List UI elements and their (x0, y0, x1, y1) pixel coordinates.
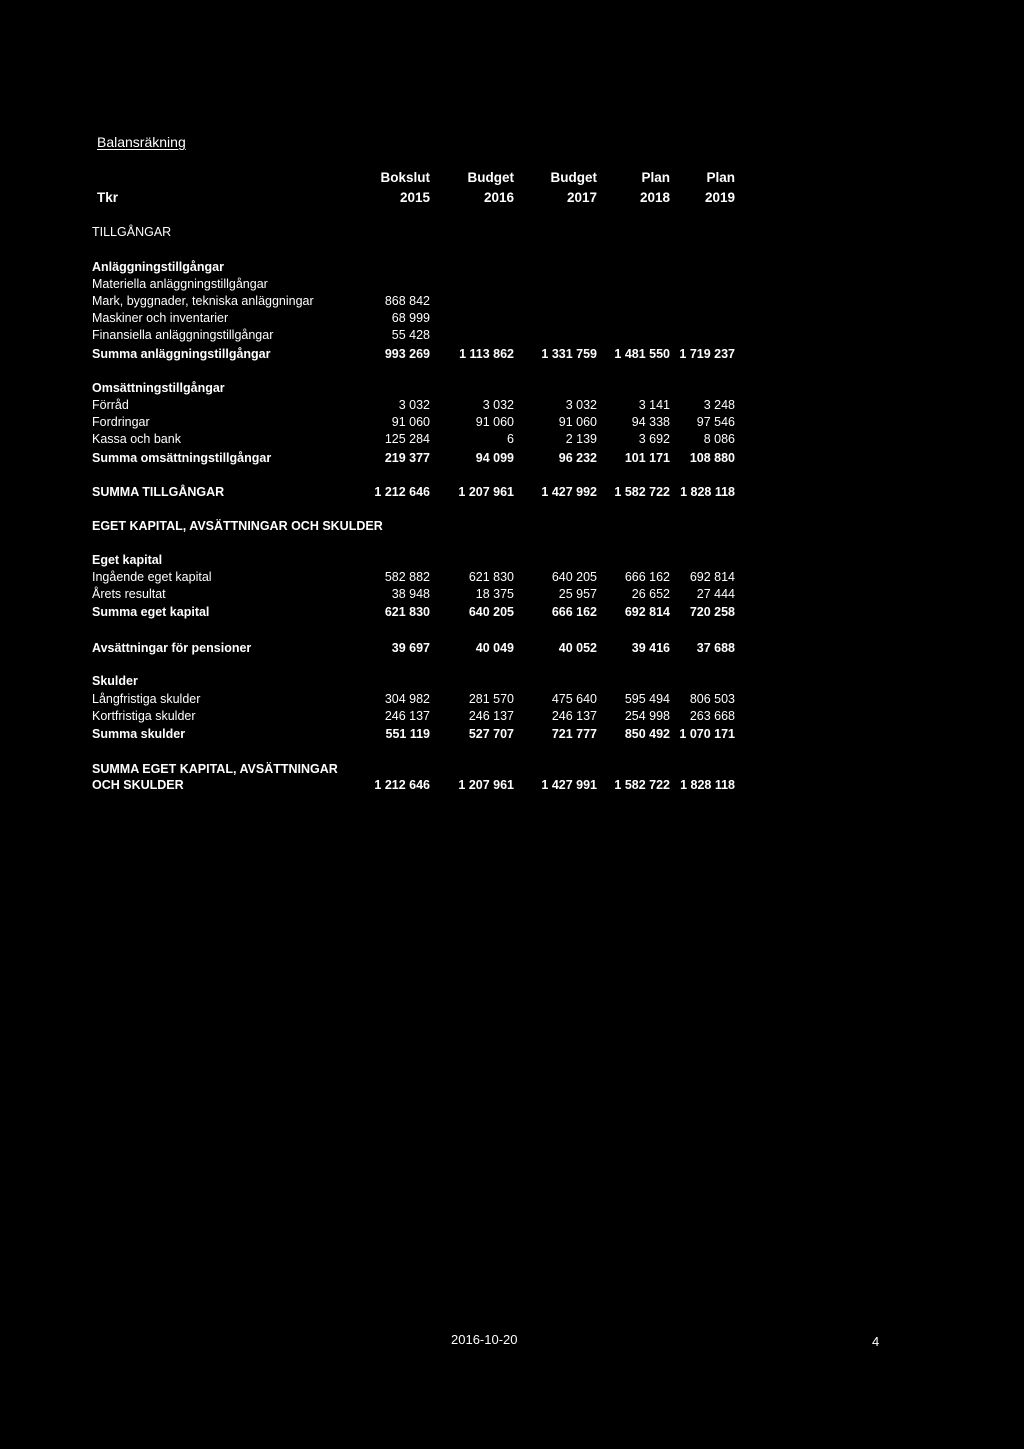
table-row (0, 414, 1024, 431)
table-row (0, 397, 1024, 414)
row-value-0: 38 948 (391, 587, 430, 601)
col-type-3: Plan (641, 170, 670, 185)
row-value-1: 94 099 (475, 451, 514, 465)
row-value-1: 1 113 862 (459, 347, 514, 361)
table-row (0, 276, 1024, 293)
row-value-1: 281 570 (468, 692, 514, 706)
row-label: Anläggningstillgångar (92, 260, 224, 274)
row-value-3: 666 162 (624, 570, 670, 584)
row-value-1: 1 207 961 (458, 778, 514, 792)
row-value-1: 40 049 (475, 641, 514, 655)
row-value-0: 1 212 646 (374, 485, 430, 499)
row-value-0: 1 212 646 (374, 778, 430, 792)
row-value-3: 94 338 (631, 415, 670, 429)
row-value-2: 721 777 (551, 727, 597, 741)
row-value-2: 1 427 992 (541, 485, 597, 499)
row-label: Förråd (92, 398, 129, 412)
row-label: Mark, byggnader, tekniska anläggningar (92, 294, 314, 308)
row-value-0: 582 882 (384, 570, 430, 584)
row-value-1: 6 (507, 432, 514, 446)
table-row (0, 586, 1024, 603)
row-label: Årets resultat (92, 587, 166, 601)
row-label: OCH SKULDER (92, 778, 184, 792)
table-header (0, 170, 1024, 210)
row-value-3: 39 416 (631, 641, 670, 655)
row-label: Summa anläggningstillgångar (92, 347, 271, 361)
row-value-0: 68 999 (391, 311, 430, 325)
row-value-3: 595 494 (624, 692, 670, 706)
page-number: 4 (872, 1334, 880, 1349)
row-value-1: 18 375 (475, 587, 514, 601)
row-label: Ingående eget kapital (92, 570, 212, 584)
table-row (0, 761, 1024, 778)
row-value-4: 1 828 118 (680, 778, 735, 792)
row-label: SUMMA TILLGÅNGAR (92, 485, 225, 499)
table-row (0, 640, 1024, 657)
table-row (0, 604, 1024, 621)
table-row (0, 518, 1024, 535)
row-value-0: 993 269 (384, 347, 430, 361)
row-label: Långfristiga skulder (92, 692, 201, 706)
row-label: Omsättningstillgångar (92, 381, 225, 395)
row-label: Maskiner och inventarier (92, 311, 229, 325)
row-value-2: 2 139 (565, 432, 597, 446)
row-value-3: 1 582 722 (614, 778, 670, 792)
row-label: Kassa och bank (92, 432, 181, 446)
row-value-3: 3 692 (638, 432, 670, 446)
row-label: TILLGÅNGAR (92, 225, 172, 239)
col-type-0: Bokslut (380, 170, 430, 185)
row-value-2: 666 162 (551, 605, 597, 619)
row-value-3: 1 582 722 (614, 485, 670, 499)
table-row (0, 327, 1024, 344)
table-row (0, 484, 1024, 501)
col-type-2: Budget (550, 170, 597, 185)
table-row (0, 346, 1024, 363)
page-title: Balansräkning (97, 134, 186, 150)
col-year-4: 2019 (704, 190, 735, 205)
table-row (0, 708, 1024, 725)
table-row (0, 726, 1024, 743)
row-value-0: 621 830 (384, 605, 430, 619)
unit-label: Tkr (97, 190, 119, 205)
row-value-1: 3 032 (482, 398, 514, 412)
row-value-2: 1 331 759 (541, 347, 597, 361)
table-row (0, 224, 1024, 241)
row-value-4: 37 688 (696, 641, 735, 655)
row-value-4: 97 546 (696, 415, 735, 429)
table-row (0, 259, 1024, 276)
row-value-2: 1 427 991 (541, 778, 597, 792)
table-row (0, 310, 1024, 327)
row-value-1: 246 137 (468, 709, 514, 723)
table-row (0, 380, 1024, 397)
row-value-4: 3 248 (703, 398, 735, 412)
row-label: Avsättningar för pensioner (92, 641, 252, 655)
row-value-3: 692 814 (624, 605, 670, 619)
row-value-0: 39 697 (391, 641, 430, 655)
table-row (0, 552, 1024, 569)
row-value-3: 1 481 550 (614, 347, 670, 361)
row-label: Summa skulder (92, 727, 186, 741)
row-value-0: 3 032 (398, 398, 430, 412)
row-value-4: 1 828 118 (680, 485, 735, 499)
row-value-2: 96 232 (558, 451, 597, 465)
row-value-0: 219 377 (384, 451, 430, 465)
row-value-2: 25 957 (558, 587, 597, 601)
row-value-4: 108 880 (689, 451, 735, 465)
table-row (0, 673, 1024, 690)
footer-date: 2016-10-20 (451, 1332, 518, 1347)
row-value-2: 246 137 (551, 709, 597, 723)
row-value-3: 101 171 (624, 451, 670, 465)
row-label: Materiella anläggningstillgångar (92, 277, 268, 291)
row-value-1: 91 060 (475, 415, 514, 429)
row-label: Finansiella anläggningstillgångar (92, 328, 274, 342)
col-year-1: 2016 (483, 190, 514, 205)
table-row (0, 431, 1024, 448)
row-value-1: 640 205 (468, 605, 514, 619)
row-value-3: 254 998 (624, 709, 670, 723)
row-label: Fordringar (92, 415, 150, 429)
row-value-0: 868 842 (384, 294, 430, 308)
row-value-4: 806 503 (689, 692, 735, 706)
row-value-2: 3 032 (565, 398, 597, 412)
row-value-0: 304 982 (384, 692, 430, 706)
row-value-3: 3 141 (638, 398, 670, 412)
table-row (0, 569, 1024, 586)
row-label: Kortfristiga skulder (92, 709, 196, 723)
row-value-0: 91 060 (391, 415, 430, 429)
row-value-0: 125 284 (384, 432, 430, 446)
row-label: Skulder (92, 674, 138, 688)
row-value-1: 621 830 (468, 570, 514, 584)
row-value-1: 527 707 (468, 727, 514, 741)
row-value-3: 850 492 (624, 727, 670, 741)
row-value-2: 475 640 (551, 692, 597, 706)
row-label: Summa omsättningstillgångar (92, 451, 272, 465)
table-row (0, 777, 1024, 794)
row-value-2: 91 060 (558, 415, 597, 429)
col-year-0: 2015 (399, 190, 430, 205)
table-row (0, 450, 1024, 467)
row-value-0: 55 428 (391, 328, 430, 342)
row-value-4: 720 258 (689, 605, 735, 619)
row-value-4: 1 070 171 (679, 727, 735, 741)
row-label: Eget kapital (92, 553, 163, 567)
table-row (0, 691, 1024, 708)
row-value-3: 26 652 (631, 587, 670, 601)
row-value-4: 27 444 (696, 587, 735, 601)
row-value-2: 40 052 (558, 641, 597, 655)
col-type-1: Budget (467, 170, 514, 185)
row-value-1: 1 207 961 (458, 485, 514, 499)
row-label: Summa eget kapital (92, 605, 210, 619)
col-year-3: 2018 (639, 190, 670, 205)
row-value-4: 263 668 (689, 709, 735, 723)
row-value-0: 246 137 (384, 709, 430, 723)
table-row (0, 293, 1024, 310)
row-value-4: 8 086 (703, 432, 735, 446)
row-value-2: 640 205 (551, 570, 597, 584)
row-label: EGET KAPITAL, AVSÄTTNINGAR OCH SKULDER (92, 519, 383, 533)
col-year-2: 2017 (566, 190, 597, 205)
col-type-4: Plan (706, 170, 735, 185)
row-value-4: 692 814 (689, 570, 735, 584)
row-label: SUMMA EGET KAPITAL, AVSÄTTNINGAR (92, 762, 338, 776)
row-value-4: 1 719 237 (679, 347, 735, 361)
row-value-0: 551 119 (385, 727, 430, 741)
